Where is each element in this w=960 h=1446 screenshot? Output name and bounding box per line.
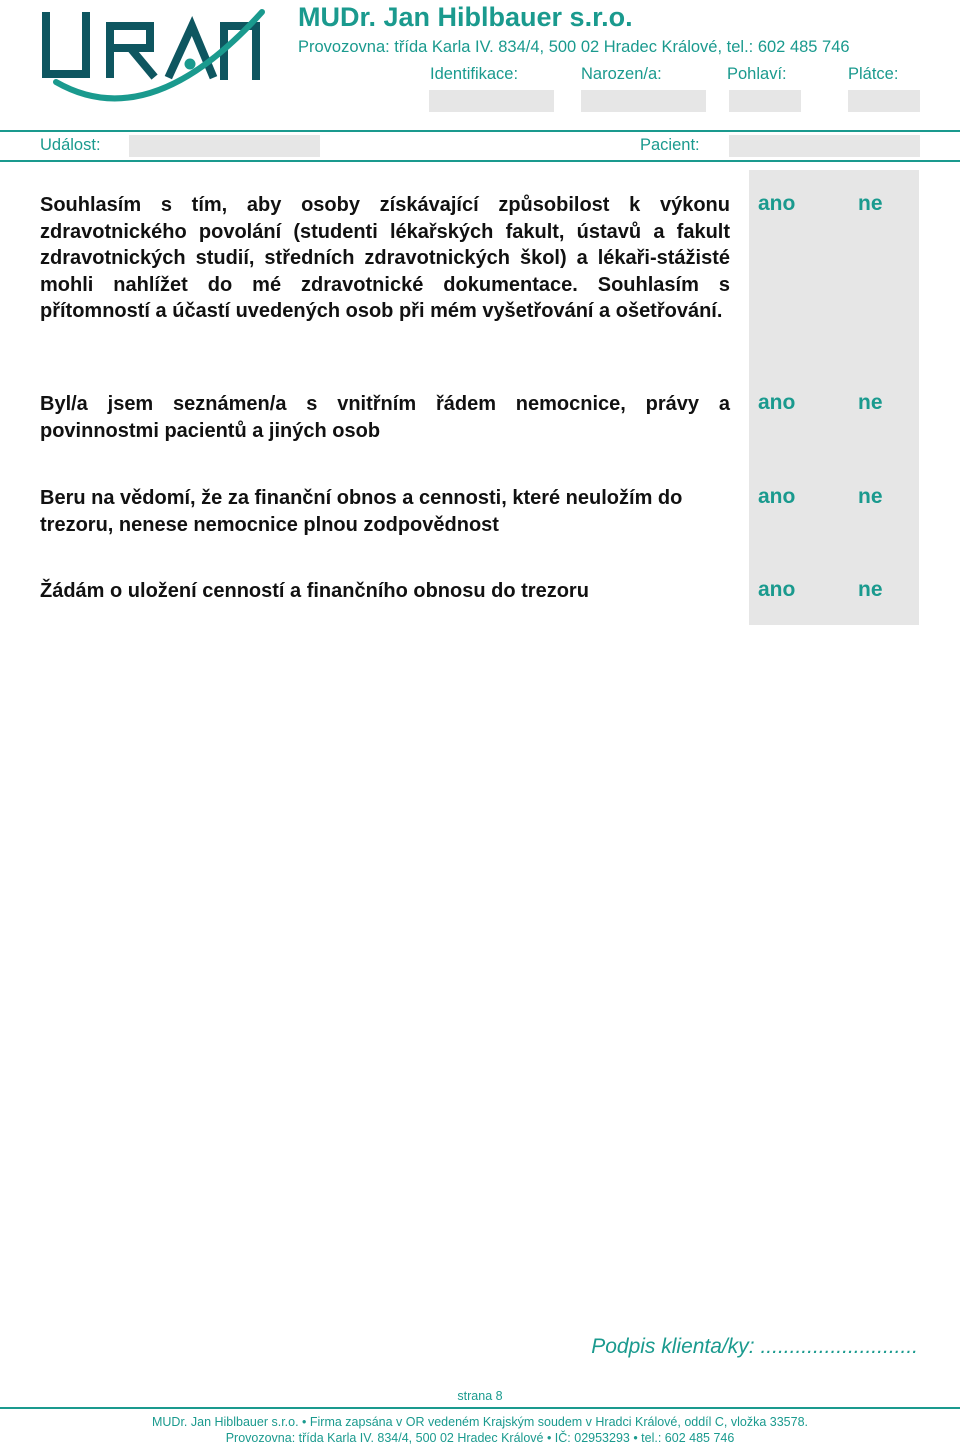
footer-company-line: MUDr. Jan Hiblbauer s.r.o. • Firma zapsána v OR vedeném Krajským soudem v Hradci Králové, oddíl C, vložka 33578. — [151, 1415, 809, 1429]
clinic-name: MUDr. Jan Hiblbauer s.r.o. — [298, 2, 633, 32]
statement-hospital-rules: Byl/a jsem seznámen/a s vnitřním řádem nemocnice, právy a povinnostmi pacientů a jiných osob — [40, 393, 730, 442]
statement-1-yes-option[interactable]: ano — [758, 192, 796, 215]
event-label: Událost: — [40, 136, 101, 154]
identification-label: Identifikace: — [430, 65, 519, 83]
statement-4-no-option[interactable]: ne — [858, 578, 883, 601]
birth-date-label: Narozen/a: — [581, 65, 662, 83]
statement-valuables-liability: Beru na vědomí, že za finanční obnos a cennosti, které neuložím do trezoru, nenese nemocnice plnou zodpovědnost — [40, 487, 683, 536]
payer-field[interactable] — [848, 90, 920, 112]
sex-label: Pohlaví: — [727, 65, 787, 83]
statement-3-yes-option[interactable]: ano — [758, 485, 796, 508]
patient-field[interactable] — [729, 135, 920, 157]
record-divider — [0, 160, 960, 162]
identification-field[interactable] — [429, 90, 554, 112]
sex-field[interactable] — [729, 90, 801, 112]
birth-date-field[interactable] — [581, 90, 706, 112]
footer-address-line: Provozovna: třída Karla IV. 834/4, 500 02 Hradec Králové • IČ: 02953293 • tel.: 602 485 746 — [225, 1431, 735, 1445]
uran-logo — [38, 4, 266, 114]
footer-divider — [0, 1407, 960, 1409]
statement-1-no-option[interactable]: ne — [858, 192, 883, 215]
statement-students-access: Souhlasím s tím, aby osoby získávající způsobilost k výkonu zdravotnického povolání (studenti lékařských fakult, ústavů a fakult zdravotnických studií, středních zdravotnických škol) a lékaři-stážisté mohli nahlížet do mé zdravotnické dokumentace. Souhlasím s přítomností a účastí uvedených osob při mém vyšetřování a ošetřování. — [40, 194, 730, 322]
clinic-address: Provozovna: třída Karla IV. 834/4, 500 02 Hradec Králové, tel.: 602 485 746 — [298, 38, 850, 56]
statement-safe-deposit: Žádám o uložení cenností a finančního obnosu do trezoru — [40, 580, 589, 602]
event-field[interactable] — [129, 135, 320, 157]
statement-3-no-option[interactable]: ne — [858, 485, 883, 508]
signature-line[interactable]: Podpis klienta/ky: ........................... — [591, 1335, 918, 1358]
patient-label: Pacient: — [640, 136, 700, 154]
statement-2-no-option[interactable]: ne — [858, 391, 883, 414]
statement-2-yes-option[interactable]: ano — [758, 391, 796, 414]
payer-label: Plátce: — [848, 65, 899, 83]
statement-4-yes-option[interactable]: ano — [758, 578, 796, 601]
header-divider — [0, 130, 960, 132]
page-number: strana 8 — [457, 1389, 503, 1403]
